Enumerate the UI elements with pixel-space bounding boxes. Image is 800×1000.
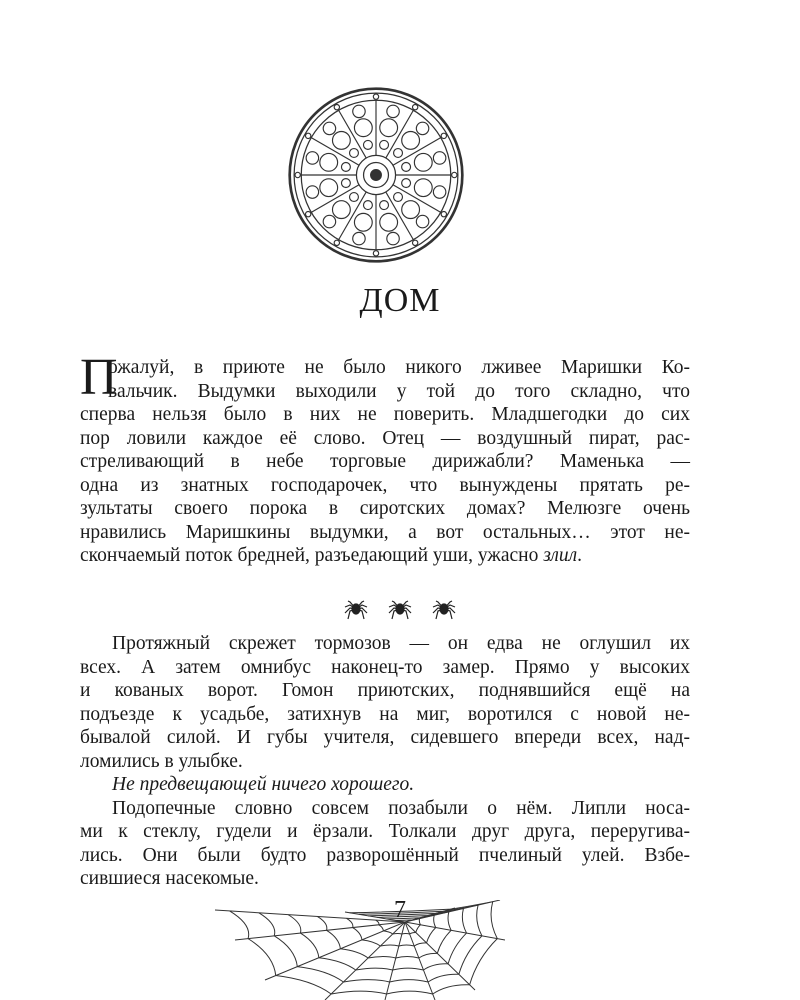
text-line: ломились в улыбке. bbox=[80, 750, 243, 772]
text-line: вальчик. Выдумки выходили у той до того складно, что bbox=[108, 380, 690, 402]
text-line: всех. А затем омнибус наконец-то замер. Прямо у высоких bbox=[80, 656, 690, 678]
italic-text: Не предвещающей ничего хорошего. bbox=[112, 774, 415, 795]
text-line bbox=[80, 544, 690, 568]
text-line: Протяжный скрежет тормозов — он едва не оглушил их bbox=[112, 633, 690, 654]
text-fragment: . bbox=[577, 545, 582, 566]
text-line: нравились Маришкины выдумки, а вот остальных… этот не- bbox=[80, 521, 690, 543]
text-line: сившиеся насекомые. bbox=[80, 868, 259, 889]
chapter-title: ДОМ bbox=[359, 282, 441, 319]
drop-cap: П bbox=[80, 349, 118, 406]
text-line: Подопечные словно совсем позабыли о нём. Липли носа- bbox=[112, 797, 690, 819]
rose-window-icon bbox=[287, 86, 465, 264]
italic-line bbox=[80, 773, 690, 797]
paragraph-2 bbox=[80, 632, 690, 891]
text-line: пор ловили каждое её слово. Отец — воздушный пират, рас- bbox=[80, 427, 690, 449]
text-line: лись. Они были будто разворошённый пчелиный улей. Взбе- bbox=[80, 844, 690, 866]
text-line: подъезде к усадьбе, затихнув на миг, воротился с новой не- bbox=[80, 703, 690, 725]
text-line: одна из знатных господарочек, что вынуждены прятать ре- bbox=[80, 474, 690, 496]
italic-word: злил bbox=[543, 545, 578, 566]
text-line: стреливающий в небе торговые дирижабли? Маменька — bbox=[80, 451, 690, 472]
text-line: зультаты своего порока в сиротских домах? Мелюзге очень bbox=[80, 498, 690, 519]
paragraph-1 bbox=[80, 349, 690, 568]
text-line: бывалой силой. И губы учителя, сидевшего впереди всех, над- bbox=[80, 727, 690, 748]
text-line: и кованых ворот. Гомон приютских, поднявшийся ещё на bbox=[80, 680, 690, 701]
text-line: ожалуй, в приюте не было никого лживее Маришки Ко- bbox=[108, 357, 690, 378]
page-number: 7 bbox=[394, 897, 406, 923]
text-fragment: скончаемый поток бредней, разъедающий уши, ужасно bbox=[80, 545, 544, 566]
spider-divider-icon bbox=[336, 594, 464, 624]
text-line: сперва нельзя было в них не поверить. Младшегодки до сих bbox=[80, 404, 690, 425]
text-line: ми к стеклу, гудели и ёрзали. Толкали друг друга, переругива- bbox=[80, 821, 690, 842]
